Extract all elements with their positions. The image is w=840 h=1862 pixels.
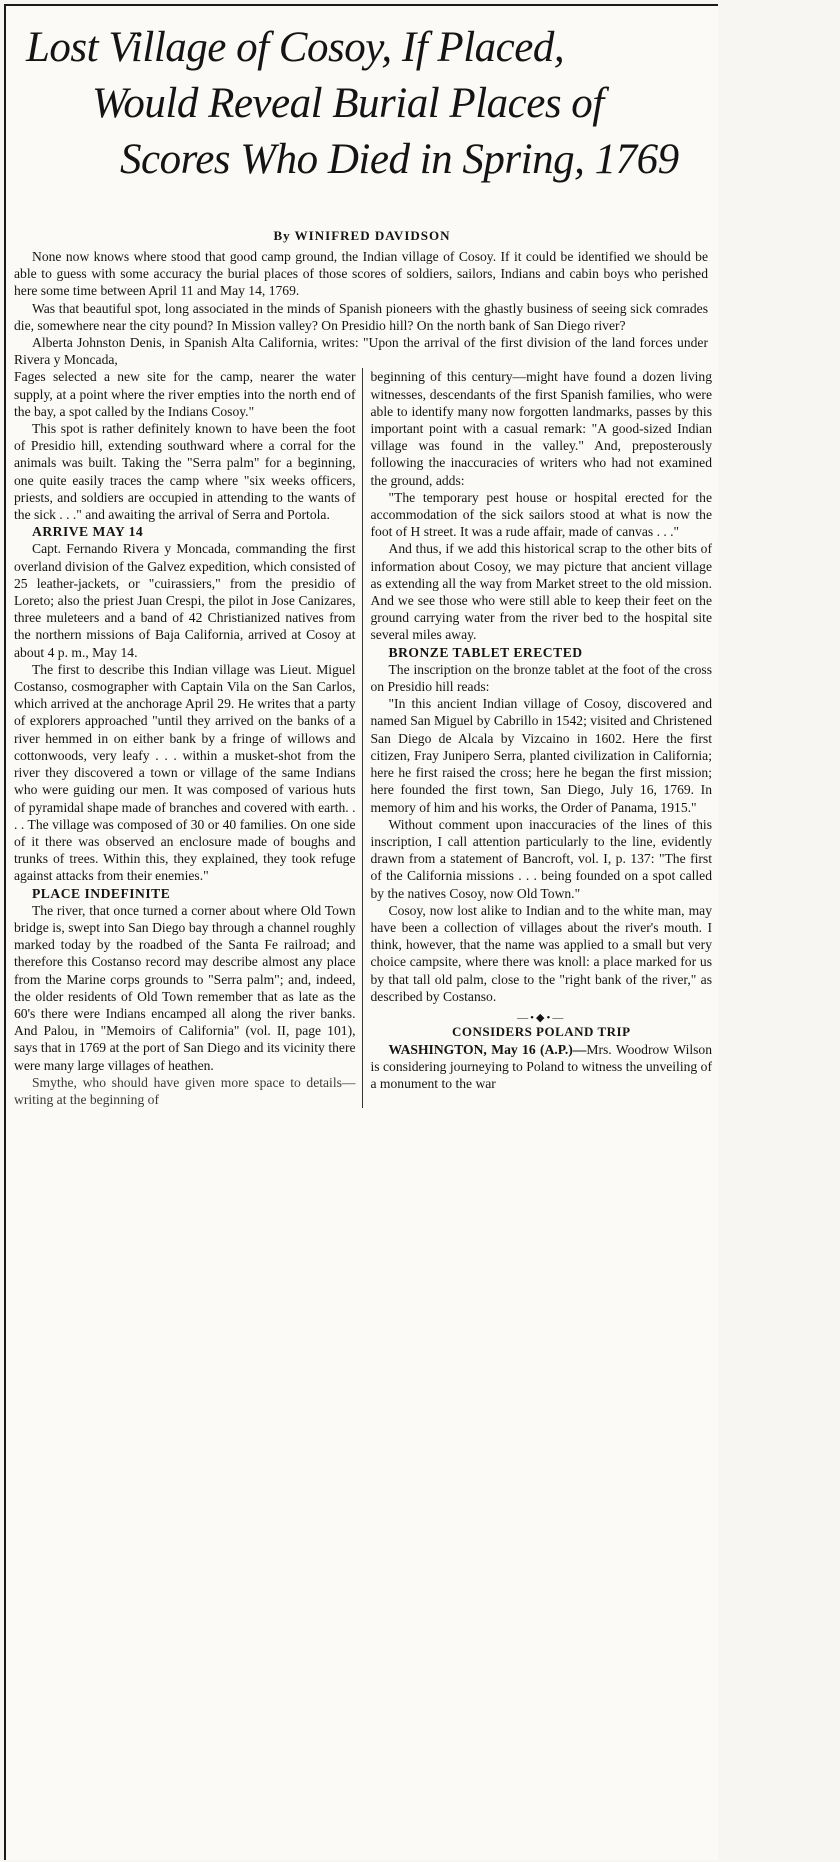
subhead-place-indefinite: PLACE INDEFINITE [32,885,171,901]
subhead-arrive-may-14: ARRIVE MAY 14 [32,524,144,540]
headline-line-3: Scores Who Died in Spring, 1769 [120,136,679,183]
left-paragraph-1: Fages selected a new site for the camp, nearer the water supply, at a point where the river empties into the north end of the bay, a spot called by the Indians Cosoy." [14,369,356,419]
byline: By WINIFRED DAVIDSON [273,228,451,243]
subhead-poland-trip: CONSIDERS POLAND TRIP [451,1023,631,1039]
right-paragraph-6: Without comment upon inaccuracies of the lines of this inscription, I call attention particularly to the line, evidently drawn from a statement of Bancroft, vol. I, p. 137: "The first of the California missions . . . being founded on a spot called by the natives Cosoy, now Old Town." [370,816,712,901]
left-paragraph-3: Capt. Fernando Rivera y Moncada, commanding the first overland division of the Galvez expedition, which consisted of 25 leather-jackets, or "cuirassiers," from the presidio of Loreto; also the priest Juan Crespi, the pilot in Jose Canizares, three muleteers and a band of 42 Christianized natives from the northern missions of Baja California, arrived at Cosoy at about 4 p. m., May 14. [14,541,356,660]
left-paragraph-4: The first to describe this Indian village was Lieut. Miguel Costanso, cosmographer with Captain Vila on the San Carlos, which arrived at the anchorage April 29. He writes that a party of explorers approached "until they arrived on the banks of a river hemmed in on either bank by a fringe of willows and cottonwoods, very leafy . . . within a musket-shot from the river they discovered a town or village of the same Indians who were guiding our men. It was composed of various huts of pyramidal shape made of branches and covered with earth. . . . The village was composed of 30 or 40 families. On one side of it there was observed an enclosure made of boughs and trunks of trees. Within this, they explained, they took refuge against attacks from their enemies." [14,661,356,884]
right-paragraph-1: beginning of this century—might have found a dozen living witnesses, descendants of the first Spanish families, who were able to identify many now forgotten landmarks, passes by this important point with a casual remark: "A good-sized Indian village was found in the valley." And, preposterously following the inaccuracies of writers who had not examined the ground, adds: [370,369,712,488]
article-divider: —•◆•— [517,1011,566,1024]
intro-paragraph-3: Alberta Johnston Denis, in Spanish Alta California, writes: "Upon the arrival of the first division of the land forces under Rivera y Moncada, [14,335,708,368]
left-column [14,368,363,1108]
right-paragraph-4: The inscription on the bronze tablet at the foot of the cross on Presidio hill reads: [370,661,712,695]
poland-trip-text: Mrs. Woodrow Wilson is considering journeying to Poland to witness the unveiling of a monument to the war [370,1041,713,1092]
poland-trip-paragraph [371,1041,713,1093]
left-paragraph-5: The river, that once turned a corner about where Old Town bridge is, swept into San Diego bay through a channel roughly marked today by the roadbed of the Santa Fe railroad; and therefore this Costanso record may describe almost any place from the Marine corps grounds to "Serra palm"; and, indeed, the older residents of Old Town remember that as late as the 60's there were Indians encamped all along the river banks. And Palou, in "Memoirs of California" (vol. II, page 101), says that in 1769 at the port of San Diego and its vicinity there were many large villages of heathen. [14,902,356,1073]
intro-paragraph-1: None now knows where stood that good camp ground, the Indian village of Cosoy. If it could be identified we should be able to guess with some accuracy the burial places of those scores of soldiers, sailors, Indians and cabin boys who perished here some time between April 11 and May 14, 1769. [14,249,708,299]
left-paragraph-2: This spot is rather definitely known to have been the foot of Presidio hill, extending southward where a corral for the animals was built. Taking the "Serra palm" for a beginning, one quite easily traces the camp where "six weeks officers, priests, and soldiers are occupied in attending to the wants of the sick . . ." and awaiting the arrival of Serra and Portola. [14,421,356,523]
newspaper-clipping [4,4,718,1860]
intro-paragraph-2: Was that beautiful spot, long associated in the minds of Spanish pioneers with the ghastly business of seeing sick comrades die, somewhere near the city pound? In Mission valley? On Presidio hill? On the north bank of San Diego river? [14,300,708,333]
dateline: WASHINGTON, May 16 (A.P.)— [388,1041,587,1057]
tablet-inscription: "In this ancient Indian village of Cosoy, discovered and named San Miguel by Cabrillo in 1542; visited and Christened San Diego de Alcala by Vizcaino in 1602. Here the first citizen, Fray Junipero Serra, planted civilization in California; here he first raised the cross; here he began the first mission; here founded the first town, San Diego, July 16, 1769. In memory of him and his works, the Order of Panama, 1915." [370,696,712,815]
right-paragraph-7: Cosoy, now lost alike to Indian and to the white man, may have been a collection of villages about the river's mouth. I think, however, that the name was applied to a small but very choice campsite, where there was knoll: a place marked for us by that tall old palm, close to the "right bank of the river," as described by Costanso. [370,902,712,1004]
right-paragraph-2: "The temporary pest house or hospital erected for the accommodation of the sick sailors stood at what is now the foot of H street. It was a rude affair, made of canvas . . ." [370,489,712,540]
headline [6,6,718,188]
intro-section [6,248,718,368]
headline-line-1: Lost Village of Cosoy, If Placed, [26,24,565,71]
left-paragraph-6: Smythe, who should have given more space to details—writing at the beginning of [14,1074,356,1107]
subhead-bronze-tablet: BRONZE TABLET ERECTED [388,644,583,660]
article-columns [6,368,718,1108]
headline-line-2: Would Reveal Burial Places of [92,80,604,127]
right-paragraph-3: And thus, if we add this historical scrap to the other bits of information about Cosoy, we may picture that ancient village as extending all the way from Market street to the old mission. And we see those who were still able to keep their feet on the ground carrying water from the river bed to the hospital site several miles away. [370,541,712,643]
right-column [363,368,713,1108]
